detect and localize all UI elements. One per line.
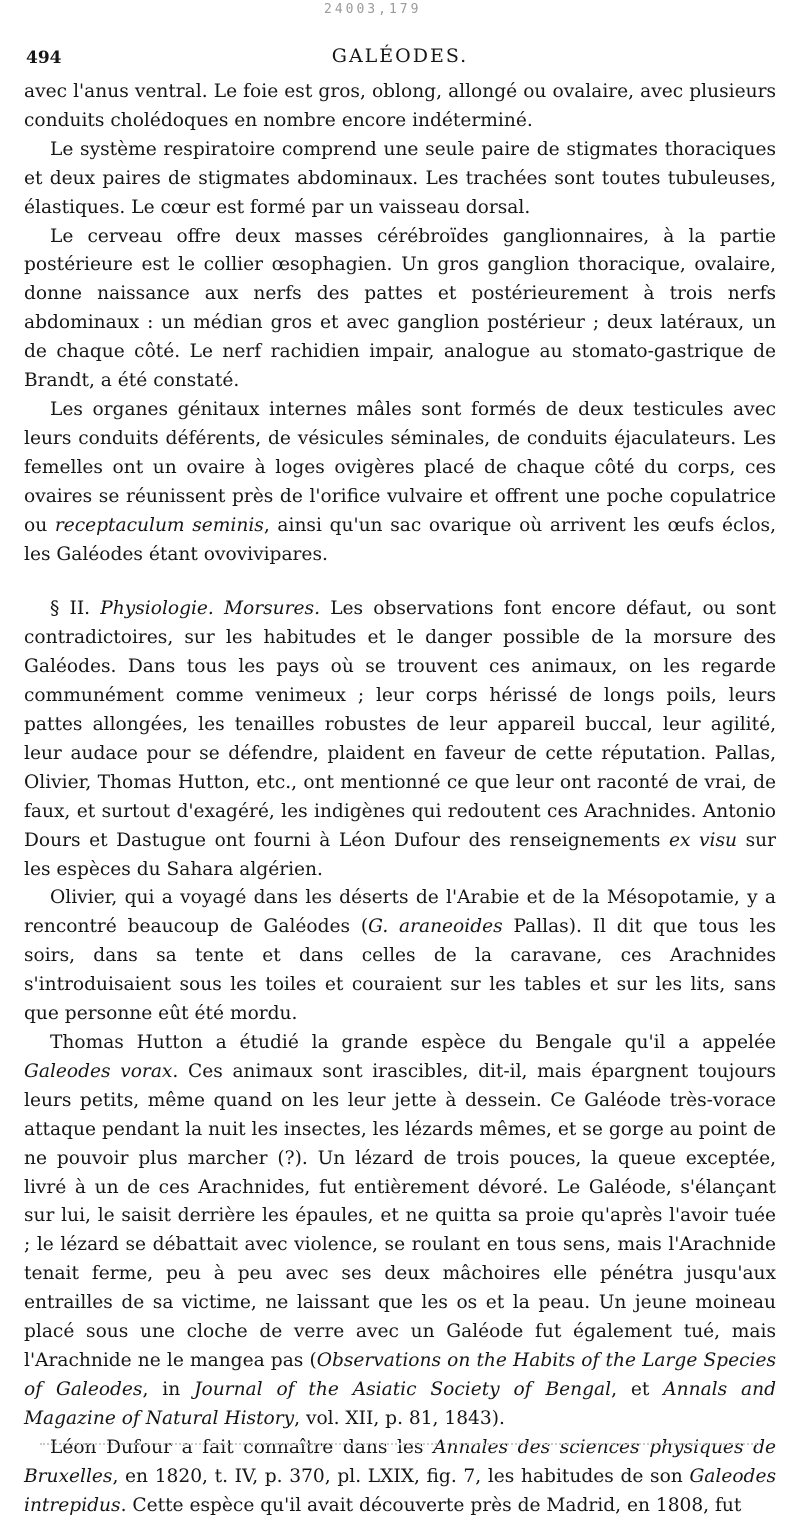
text-run: Pallas). Il dit que tous les soirs, dans sa tente et dans celles de la caravane, ces Arachnides s'introduisaient sous les toiles et couraient sur les tables et sur les lits, sans que personne eût été mordu. — [24, 916, 777, 1025]
text-run: Les organes génitaux internes mâles sont formés de deux testicules avec leurs conduits déférents, de vésicules séminales, de conduits éjaculateurs. Les femelles ont un ovaire à loges ovigères placé de chaque côté du corps, ces ovaires se réunissent près de l'orifice vulvaire et offrent une poche copulatrice ou — [24, 398, 776, 536]
text-run: , en 1820, t. IV, p. 370, pl. LXIX, fig. 7, les habitudes de son — [112, 1465, 690, 1487]
paragraph-respiratory: Le système respiratoire comprend une seule paire de stigmates thoraciques et deux paires de stigmates abdominaux. Les trachées sont toutes tubuleuses, élastiques. Le cœur est formé par un vaisseau dorsal. — [24, 138, 776, 218]
italic-term: ex visu — [668, 829, 737, 851]
text-run: Olivier, qui a voyagé dans les déserts de l'Arabie et de la Mésopotamie, y a rencontré beaucoup de Galéodes ( — [24, 887, 776, 938]
page-text — [24, 78, 776, 1520]
text-run: , vol. XII, p. 81, 1843). — [294, 1407, 505, 1429]
text-run: Les observations font encore défaut, ou sont contradictoires, sur les habitudes et le danger possible de la morsure des Galéodes. Dans tous les pays où se trouvent ces animaux, on les regarde communément comme venimeux ; leur corps hérissé de longs poils, leurs pattes allongées, les tenailles robustes de leur appareil buccal, leur agilité, leur audace pour se défendre, plaident en faveur de cette réputation. Pallas, Olivier, Thomas Hutton, etc., ont mentionné ce que leur ont raconté de vrai, de faux, et surtout d'exagéré, les indigènes qui redoutent ces Arachnides. Antonio Dours et Dastugue ont fourni à Léon Dufour des renseignements — [24, 598, 777, 851]
text-run: Léon Dufour a fait connaître dans les — [50, 1436, 434, 1458]
paragraph-dufour — [24, 1434, 776, 1520]
paragraph-anatomy-digestive: avec l'anus ventral. Le foie est gros, oblong, allongé ou ovalaire, avec plusieurs conduits cholédoques en nombre encore indéterminé. — [24, 81, 776, 131]
species-name: Galeodes intrepidus — [24, 1465, 776, 1516]
paragraph-nervous: Le cerveau offre deux masses cérébroïdes ganglionnaires, à la partie postérieure est le collier œsophagien. Un gros ganglion thoracique, ovalaire, donne naissance aux nerfs des pattes et postérieurement à trois nerfs abdominaux : un médian gros et avec ganglion postérieur ; deux latéraux, un de chaque côté. Le nerf rachidien impair, analogue au stomato-gastrique de Brandt, a été constaté. — [24, 225, 776, 392]
text-run: . Cette espèce qu'il avait découverte près de Madrid, en 1808, fut — [120, 1494, 742, 1516]
text-run: Thomas Hutton a étudié la grande espèce du Bengale qu'il a appelée — [50, 1032, 776, 1053]
text-run: , ainsi qu'un sac ovarique où arrivent les œufs éclos, les Galéodes étant ovovivipares. — [24, 514, 776, 565]
paragraph-hutton — [24, 1029, 776, 1434]
citation-title: Observations on the Habits of the Large Species of Galeodes — [24, 1349, 776, 1400]
page-number: 494 — [26, 48, 62, 68]
bottom-scan-artifact — [40, 1443, 760, 1445]
citation-journal: Annals and Magazine of Natural History — [24, 1378, 776, 1429]
species-name: Galeodes vorax — [24, 1060, 173, 1082]
citation-journal: Annales des sciences physiques de Bruxelles — [24, 1436, 777, 1487]
paragraph-genital — [24, 396, 776, 569]
paragraph-olivier — [24, 884, 776, 1029]
text-run: , et — [611, 1378, 664, 1400]
section-number: § II. — [50, 598, 101, 620]
citation-journal: Journal of the Asiatic Society of Bengal — [194, 1378, 612, 1400]
section-physiology — [24, 595, 776, 884]
book-page — [24, 0, 777, 1516]
text-run: , in — [142, 1378, 195, 1400]
species-name: G. araneoides — [368, 916, 503, 938]
running-head: GALÉODES. — [331, 45, 469, 67]
text-run: . Ces animaux sont irascibles, dit-il, mais épargnent toujours leurs petits, même quand on les leur jette à dessein. Ce Galéode très-vorace attaque pendant la nuit les insectes, les lézards mêmes, et se gorge au point de ne pouvoir plus marcher (?). Un lézard de trois pouces, la queue exceptée, livré à un de ces Arachnides, fut entièrement dévoré. Le Galéode, s'élançant sur lui, le saisit derrière les épaules, et ne quitta sa proie qu'après l'avoir tuée ; le lézard se débattait avec violence, se roulant en tous sens, mais l'Arachnide tenait ferme, peu à peu avec ses deux mâchoires elle pénétra jusqu'aux entrailles de sa victime, ne laissant que les os et la peau. Un jeune moineau placé sous une cloche de verre avec un Galéode fut également tué, mais l'Arachnide ne le mangea pas ( — [24, 1060, 776, 1371]
library-stamp: 24003,179 — [324, 2, 422, 17]
italic-term: receptaculum seminis — [54, 514, 264, 536]
text-run: sur les espèces du Sahara algérien. — [24, 829, 776, 880]
section-title: Physiologie. Morsures. — [100, 598, 321, 620]
